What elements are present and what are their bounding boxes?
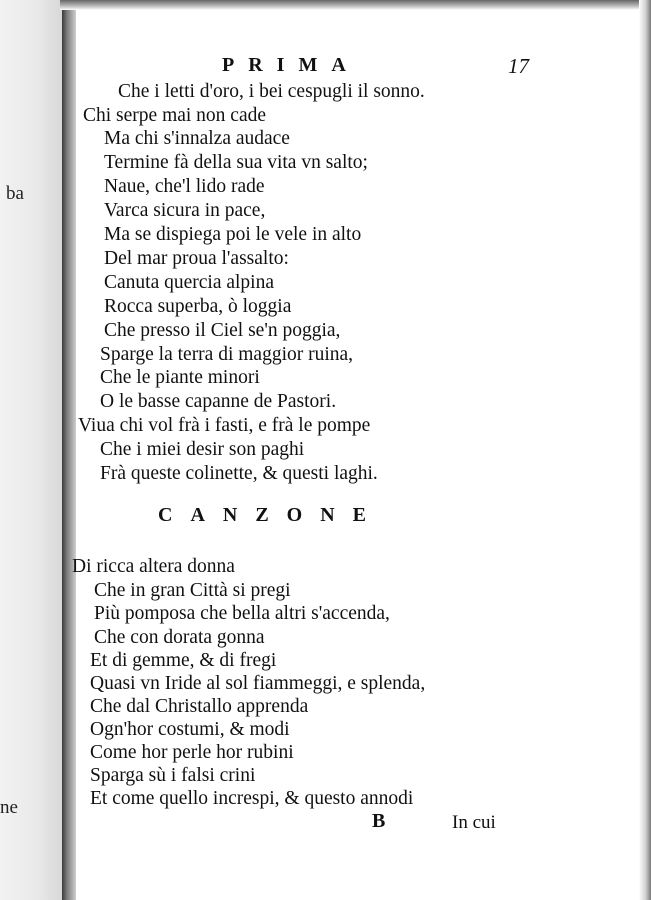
verse-line: Chi serpe mai non cade [83,105,267,126]
verse-line: Che i letti d'oro, i bei cespugli il sonno. [118,81,425,102]
verse-line: Che dal Christallo apprenda [90,696,309,717]
verse-line: Quasi vn Iride al sol fiammeggi, e splenda, [90,673,426,694]
verse-line: Et di gemme, & di fregi [90,650,277,671]
section-title: CANZONE [158,504,385,526]
previous-page-fragment: ne [0,797,18,818]
catchword: In cui [452,812,496,833]
verse-line: Di ricca altera donna [72,556,235,577]
verse-line: Ogn'hor costumi, & modi [90,719,290,740]
verse-line: Frà queste colinette, & questi laghi. [100,463,378,484]
verse-line: Sparge la terra di maggior ruina, [100,344,354,365]
verse-line: Canuta quercia alpina [104,272,275,293]
verse-line: Come hor perle hor rubini [90,742,294,763]
verse-line: Che presso il Ciel se'n poggia, [104,320,341,341]
verse-line: Sparga sù i falsi crini [90,765,256,786]
binding-gutter [62,0,76,900]
verse-line: O le basse capanne de Pastori. [100,391,337,412]
top-page-edge [60,0,651,10]
verse-line: Ma se dispiega poi le vele in alto [104,224,362,245]
verse-line: Et come quello increspi, & questo annodi [90,788,414,809]
verse-line: Viua chi vol frà i fasti, e frà le pompe [78,415,371,436]
verse-line: Termine fà della sua vita vn salto; [104,152,368,173]
verse-line: Del mar proua l'assalto: [104,248,289,269]
verse-line: Varca sicura in pace, [104,200,266,221]
verse-line: Che in gran Città si pregi [94,580,291,601]
previous-page-fragment: ba [6,183,24,204]
verse-line: Che i miei desir son paghi [100,439,305,460]
verse-line: Più pomposa che bella altri s'accenda, [94,603,390,624]
verse-line: Ma chi s'innalza audace [104,128,290,149]
signature-mark: B [372,810,386,832]
page-number: 17 [508,54,529,78]
right-page-edge [639,0,651,900]
running-head: PRIMA [222,54,360,76]
verse-line: Che le piante minori [100,367,260,388]
verse-line: Che con dorata gonna [94,627,265,648]
verse-line: Naue, che'l lido rade [104,176,265,197]
verse-line: Rocca superba, ò loggia [104,296,292,317]
previous-page-edge [0,0,62,900]
